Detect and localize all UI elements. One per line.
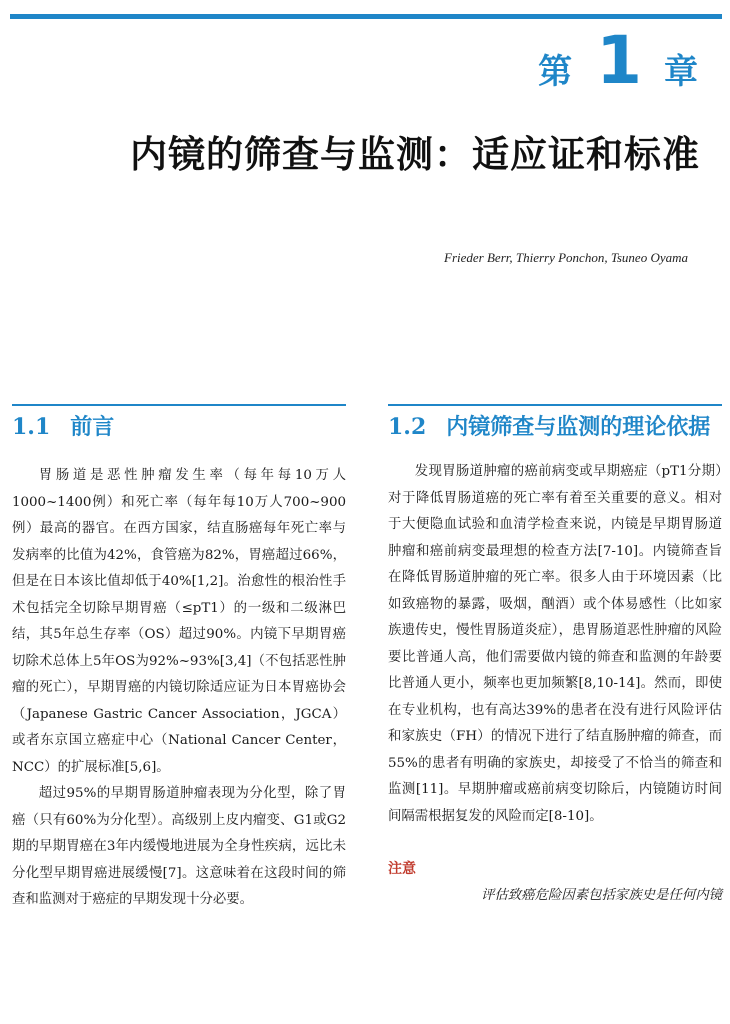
chapter-number: 1 xyxy=(596,22,642,99)
paragraph: 超过95%的早期胃肠道肿瘤表现为分化型，除了胃癌（只有60%为分化型）。高级别上皮内瘤变、G1或G2期的早期胃癌在3年内缓慢地进展为全身性疾病，远比未分化型早期胃癌进展缓慢[7]。这意味着在这段时间的筛查和监测对于癌症的早期发现十分必要。 xyxy=(12,786,346,907)
top-rule xyxy=(10,14,722,19)
authors: Frieder Berr, Thierry Ponchon, Tsuneo Oyama xyxy=(444,250,688,265)
chapter-suffix: 章 xyxy=(664,52,700,92)
section-number: 1.2 xyxy=(388,414,427,440)
chapter-title: 内镜的筛查与监测：适应证和标准 xyxy=(130,133,700,176)
section-rule xyxy=(12,404,346,406)
section-number: 1.1 xyxy=(12,414,51,440)
paragraph: 发现胃肠道肿瘤的癌前病变或早期癌症（pT1分期）对于降低胃肠道癌的死亡率有着至关重要的意义。相对于大便隐血试验和血清学检查来说，内镜是早期胃肠道肿瘤和癌前病变最理想的检查方法[7-10]。内镜筛查旨在降低胃肠道肿瘤的死亡率。很多人由于环境因素（比如致癌物的暴露，吸烟，酗酒）或个体易感性（比如家族遗传史，慢性胃肠道炎症），患胃肠道恶性肿瘤的风险要比普通人高，他们需要做内镜的筛查和监测的年龄要比普通人更小，频率也更加频繁[8,10-14]。然而，即使在专业机构，也有高达39%的患者在没有进行风险评估和家族史（FH）的情况下进行了结直肠肿瘤的筛查，而55%的患者有明确的家族史，却接受了不恰当的筛查和监测[11]。早期肿瘤或癌前病变切除后，内镜随访时间间隔需根据复发的风险而定[8-10]。 xyxy=(388,464,722,824)
section-rule xyxy=(388,404,722,406)
section-title: 内镜筛查与监测的理论依据 xyxy=(446,415,711,440)
section-heading-intro xyxy=(12,410,346,445)
left-column xyxy=(12,404,346,914)
note-heading: 注意 xyxy=(388,861,416,877)
chapter-prefix: 第 xyxy=(538,52,575,92)
right-column xyxy=(388,404,722,903)
note-text: 评估致癌危险因素包括家族史是任何内镜 xyxy=(480,888,722,903)
section-title: 前言 xyxy=(70,415,115,440)
paragraph: 胃肠道是恶性肿瘤发生率（每年每10万人1000~1400例）和死亡率（每年每10万人700~900例）最高的器官。在西方国家，结直肠癌每年死亡率与发病率的比值为42%，食管癌为82%，胃癌超过66%，但是在日本该比值却低于40%[1,2]。治愈性的根治性手术包括完全切除早期胃癌（≤pT1）的一级和二级淋巴结，其5年总生存率（OS）超过90%。内镜下早期胃癌切除术总体上5年OS为92%~93%[3,4]（不包括恶性肿瘤的死亡），早期胃癌的内镜切除适应证为日本胃癌协会（Japanese Gastric Cancer Association，JGCA）或者东京国立癌症中心（National Cancer Center，NCC）的扩展标准[5,6]。 xyxy=(12,468,346,775)
chapter-label xyxy=(538,22,700,99)
section-heading-rationale xyxy=(388,410,722,445)
